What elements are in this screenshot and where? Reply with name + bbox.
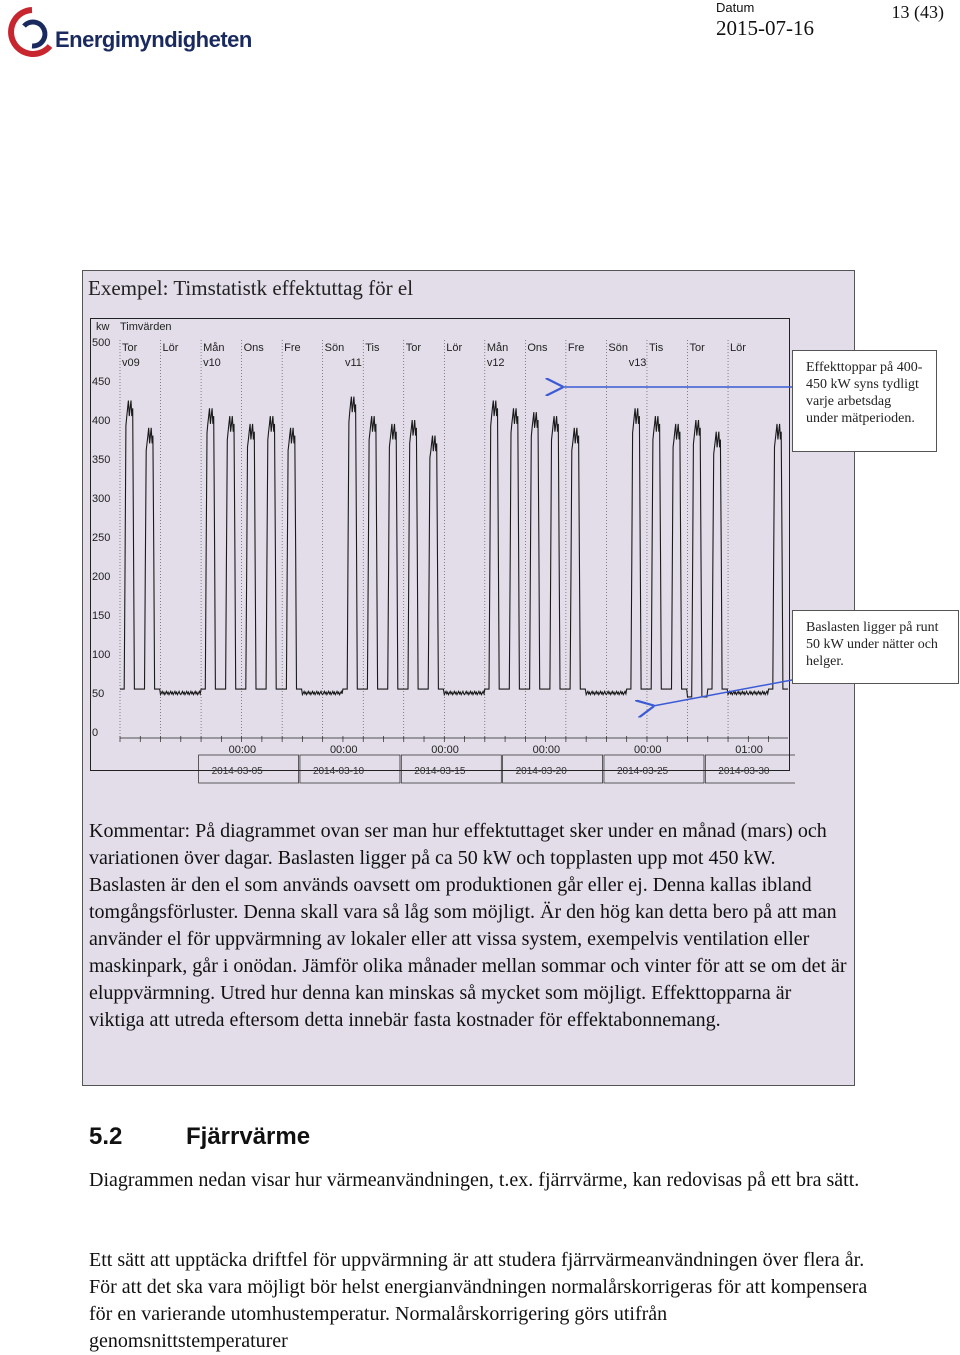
date-tick-label: 2014-03-25	[616, 766, 669, 777]
time-tick-label: 00:00	[532, 744, 561, 756]
day-label: Tis	[365, 342, 380, 354]
week-label: v12	[486, 357, 505, 369]
logo-text: Energimyndigheten	[55, 27, 252, 52]
y-tick-label: 150	[92, 610, 111, 622]
day-label: Fre	[284, 342, 301, 354]
date-tick-label: 2014-03-30	[718, 766, 770, 777]
day-label: Lör	[162, 342, 179, 354]
date-value: 2015-07-16	[716, 16, 814, 40]
chart-title: Timvärden	[120, 321, 172, 333]
day-label: Tis	[648, 342, 664, 354]
time-tick-label: 00:00	[431, 744, 459, 756]
day-label: Ons	[243, 342, 264, 354]
date-tick-label: 2014-03-20	[515, 766, 567, 777]
page-number: 13 (43)	[891, 2, 944, 22]
y-tick-label: 50	[92, 688, 105, 700]
day-label: Tor	[689, 342, 705, 354]
time-tick-label: 00:00	[633, 744, 662, 756]
y-tick-label: 400	[92, 415, 111, 427]
day-label: Fre	[567, 342, 585, 354]
day-label: Tor	[122, 342, 138, 354]
time-tick-label: 00:00	[228, 744, 257, 756]
day-label: Sön	[324, 342, 345, 354]
example-box-title: Exempel: Timstatistk effektuttag för el	[88, 276, 414, 300]
y-unit-label: kw	[96, 321, 110, 333]
day-label: Ons	[527, 342, 548, 354]
date-tick-label: 2014-03-15	[414, 766, 466, 777]
y-tick-label: 200	[92, 571, 111, 583]
date-tick-label: 2014-03-10	[312, 766, 365, 777]
callout-peaks: Effekttoppar på 400-450 kW syns tydligt varje arbetsdag under mätperioden.	[792, 350, 937, 452]
day-label: Lör	[730, 342, 746, 354]
y-tick-label: 450	[92, 376, 111, 388]
week-label: v11	[344, 357, 362, 369]
week-label: v09	[122, 357, 140, 369]
y-tick-label: 300	[92, 493, 111, 505]
y-tick-label: 250	[92, 532, 111, 544]
day-label: Sön	[608, 342, 629, 354]
y-tick-label: 350	[92, 454, 111, 466]
week-label: v10	[203, 357, 221, 369]
week-label: v13	[628, 357, 647, 369]
time-tick-label: 01:00	[735, 744, 763, 756]
day-label: Mån	[203, 342, 225, 354]
section-title: Fjärrvärme	[186, 1123, 311, 1150]
day-label: Lör	[446, 342, 463, 354]
date-tick-label: 2014-03-05	[211, 766, 263, 777]
section-paragraph-1: Diagrammen nedan visar hur värmeanvändningen, t.ex. fjärrvärme, kan redovisas på ett bra sätt.	[89, 1169, 860, 1191]
day-label: Tor	[405, 342, 422, 354]
y-tick-label: 100	[92, 649, 111, 661]
callout-arrow-2	[653, 680, 792, 706]
day-label: Mån	[486, 342, 509, 354]
comment-text: Kommentar: På diagrammet ovan ser man hur effektuttaget sker under en månad (mars) och variationen över dagar. Baslasten ligger på ca 50 kW och topplasten upp mot 450 kW. Baslasten är den el som används oavsett om produktionen går eller ej. Denna kallas ibland tomgångsförluster. Denna skall vara så låg som möjligt. Är den hög kan detta bero på att man använder el för uppvärmning av lokaler eller att vissa system, exempelvis ventilation eller maskinpark, går i onödan. Jämför olika månader mellan sommar och vinter för att se om det är eluppvärmning. Utred hur denna kan minskas så mycket som möjligt. Effekttopparna är viktiga att utreda eftersom detta innebär fasta kostnader för effektabonnemang.	[89, 820, 847, 1031]
y-tick-label: 500	[92, 337, 111, 349]
date-label: Datum	[716, 0, 755, 15]
callout-baseload: Baslasten ligger på runt 50 kW under nätter och helger.	[792, 610, 959, 684]
time-tick-label: 00:00	[329, 744, 358, 756]
section-paragraph-2: Ett sätt att upptäcka driftfel för uppvärmning är att studera fjärrvärmeanvändningen över flera år. För att det ska vara möjligt bör helst energianvändningen normalårskorrigeras för att kompensera för en varierande utomhustemperatur. Normalårskorrigering görs utifrån genomsnittstemperaturer	[89, 1249, 868, 1352]
section-number: 5.2	[89, 1123, 123, 1150]
y-tick-label: 0	[92, 727, 99, 739]
